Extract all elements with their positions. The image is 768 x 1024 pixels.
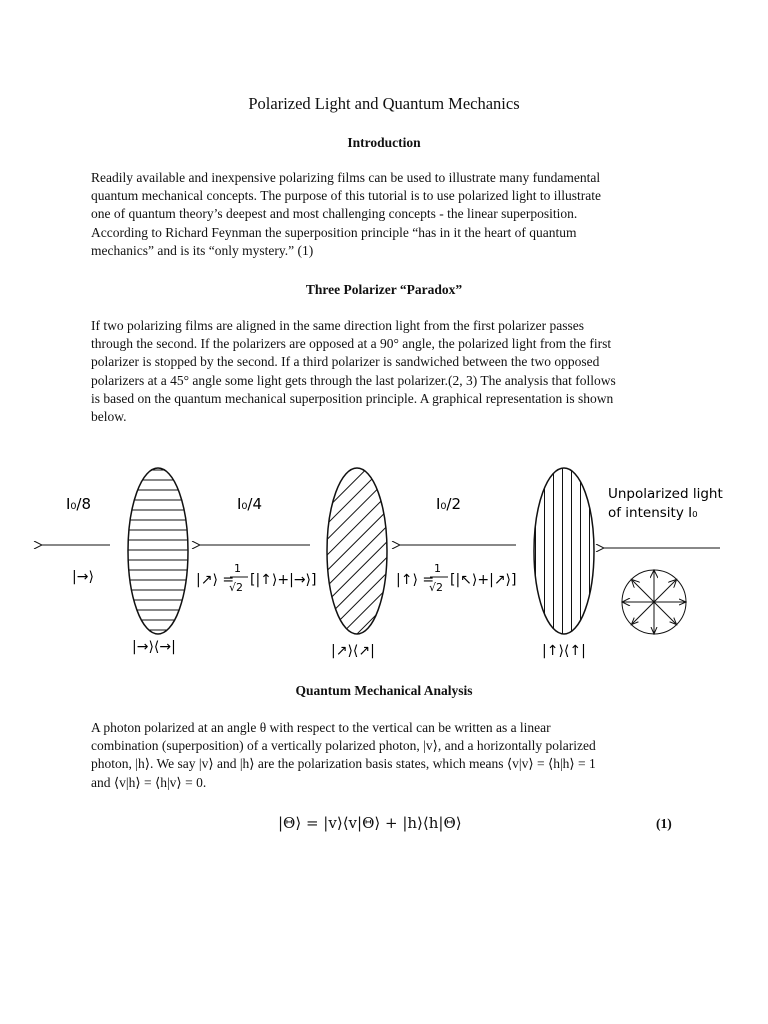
intensity-label-mid: I₀/4 bbox=[237, 495, 263, 513]
introduction-paragraph bbox=[91, 169, 691, 260]
paradox-line: through the second. If the polarizers are opposed at a 90° angle, the polarized light from the first bbox=[91, 336, 612, 352]
vertical-state-label: |↑⟩ = bbox=[396, 572, 435, 588]
paradox-paragraph bbox=[91, 317, 691, 426]
intro-line: Readily available and inexpensive polarizing films can be used to illustrate many fundamental bbox=[91, 170, 601, 185]
paradox-line: below. bbox=[91, 409, 127, 425]
diagonal-polarizer bbox=[327, 468, 387, 634]
diagonal-state-label: |↗⟩ = bbox=[196, 572, 235, 588]
equation-number: (1) bbox=[656, 816, 672, 831]
three-polarizer-figure bbox=[0, 455, 768, 675]
vertical-projector-label: |↑⟩⟨↑| bbox=[542, 643, 586, 659]
fraction-denominator-2: √2 bbox=[429, 581, 444, 594]
paradox-line: polarizers at a 45° angle some light gets through the last polarizer.(2, 3) The analysis that follows bbox=[91, 372, 616, 388]
intro-line: mechanics” and is its “only mystery.” (1) bbox=[91, 242, 314, 258]
analysis-line: combination (superposition) of a vertically polarized photon, |v⟩, and a horizontally polarized bbox=[91, 738, 596, 754]
horizontal-state-label: |→⟩ bbox=[72, 569, 94, 585]
analysis-line: A photon polarized at an angle θ with respect to the vertical can be written as a linear bbox=[91, 720, 551, 735]
unpolarized-light-icon bbox=[622, 570, 686, 634]
analysis-paragraph bbox=[91, 719, 691, 792]
intensity-label-out: I₀/8 bbox=[66, 495, 92, 513]
page-title: Polarized Light and Quantum Mechanics bbox=[248, 94, 520, 113]
paradox-line: If two polarizing films are aligned in the same direction light from the first polarizer passes bbox=[91, 318, 584, 333]
intro-line: According to Richard Feynman the superposition principle “has in it the heart of quantum bbox=[91, 224, 577, 240]
intro-line: one of quantum theory’s deepest and most challenging concepts - the linear superposition. bbox=[91, 206, 578, 222]
superposition-equation: |Θ⟩ = |v⟩⟨v|Θ⟩ + |h⟩⟨h|Θ⟩ bbox=[278, 814, 462, 832]
analysis-line: and ⟨v|h⟩ = ⟨h|v⟩ = 0. bbox=[91, 774, 207, 790]
analysis-heading: Quantum Mechanical Analysis bbox=[295, 683, 473, 698]
paradox-heading: Three Polarizer “Paradox” bbox=[305, 282, 463, 297]
paradox-line: is based on the quantum mechanical superposition principle. A graphical representation is shown bbox=[91, 390, 614, 406]
diagonal-projector-label: |↗⟩⟨↗| bbox=[331, 643, 375, 659]
analysis-line: photon, |h⟩. We say |v⟩ and |h⟩ are the polarization basis states, which means ⟨v|v⟩ = ⟨h|h⟩ = 1 bbox=[91, 756, 596, 772]
paradox-line: polarizer is stopped by the second. If a third polarizer is sandwiched between the two opposed bbox=[91, 354, 600, 370]
fraction-denominator: √2 bbox=[229, 581, 244, 594]
fraction-numerator: 1 bbox=[234, 562, 241, 575]
source-label: Unpolarized light bbox=[608, 486, 723, 502]
vertical-polarizer bbox=[534, 468, 594, 634]
horizontal-projector-label: |→⟩⟨→| bbox=[132, 639, 176, 655]
horizontal-polarizer bbox=[128, 468, 188, 634]
intro-line: quantum mechanical concepts. The purpose of this tutorial is to use polarized light to illustrate bbox=[91, 188, 602, 204]
introduction-heading: Introduction bbox=[347, 135, 421, 150]
diagonal-superposition: [|↑⟩+|→⟩] bbox=[250, 572, 317, 588]
fraction-numerator-2: 1 bbox=[434, 562, 441, 575]
source-label-2: of intensity I₀ bbox=[608, 505, 698, 521]
intensity-label-first: I₀/2 bbox=[436, 495, 462, 513]
vertical-superposition: [|↖⟩+|↗⟩] bbox=[450, 572, 517, 588]
